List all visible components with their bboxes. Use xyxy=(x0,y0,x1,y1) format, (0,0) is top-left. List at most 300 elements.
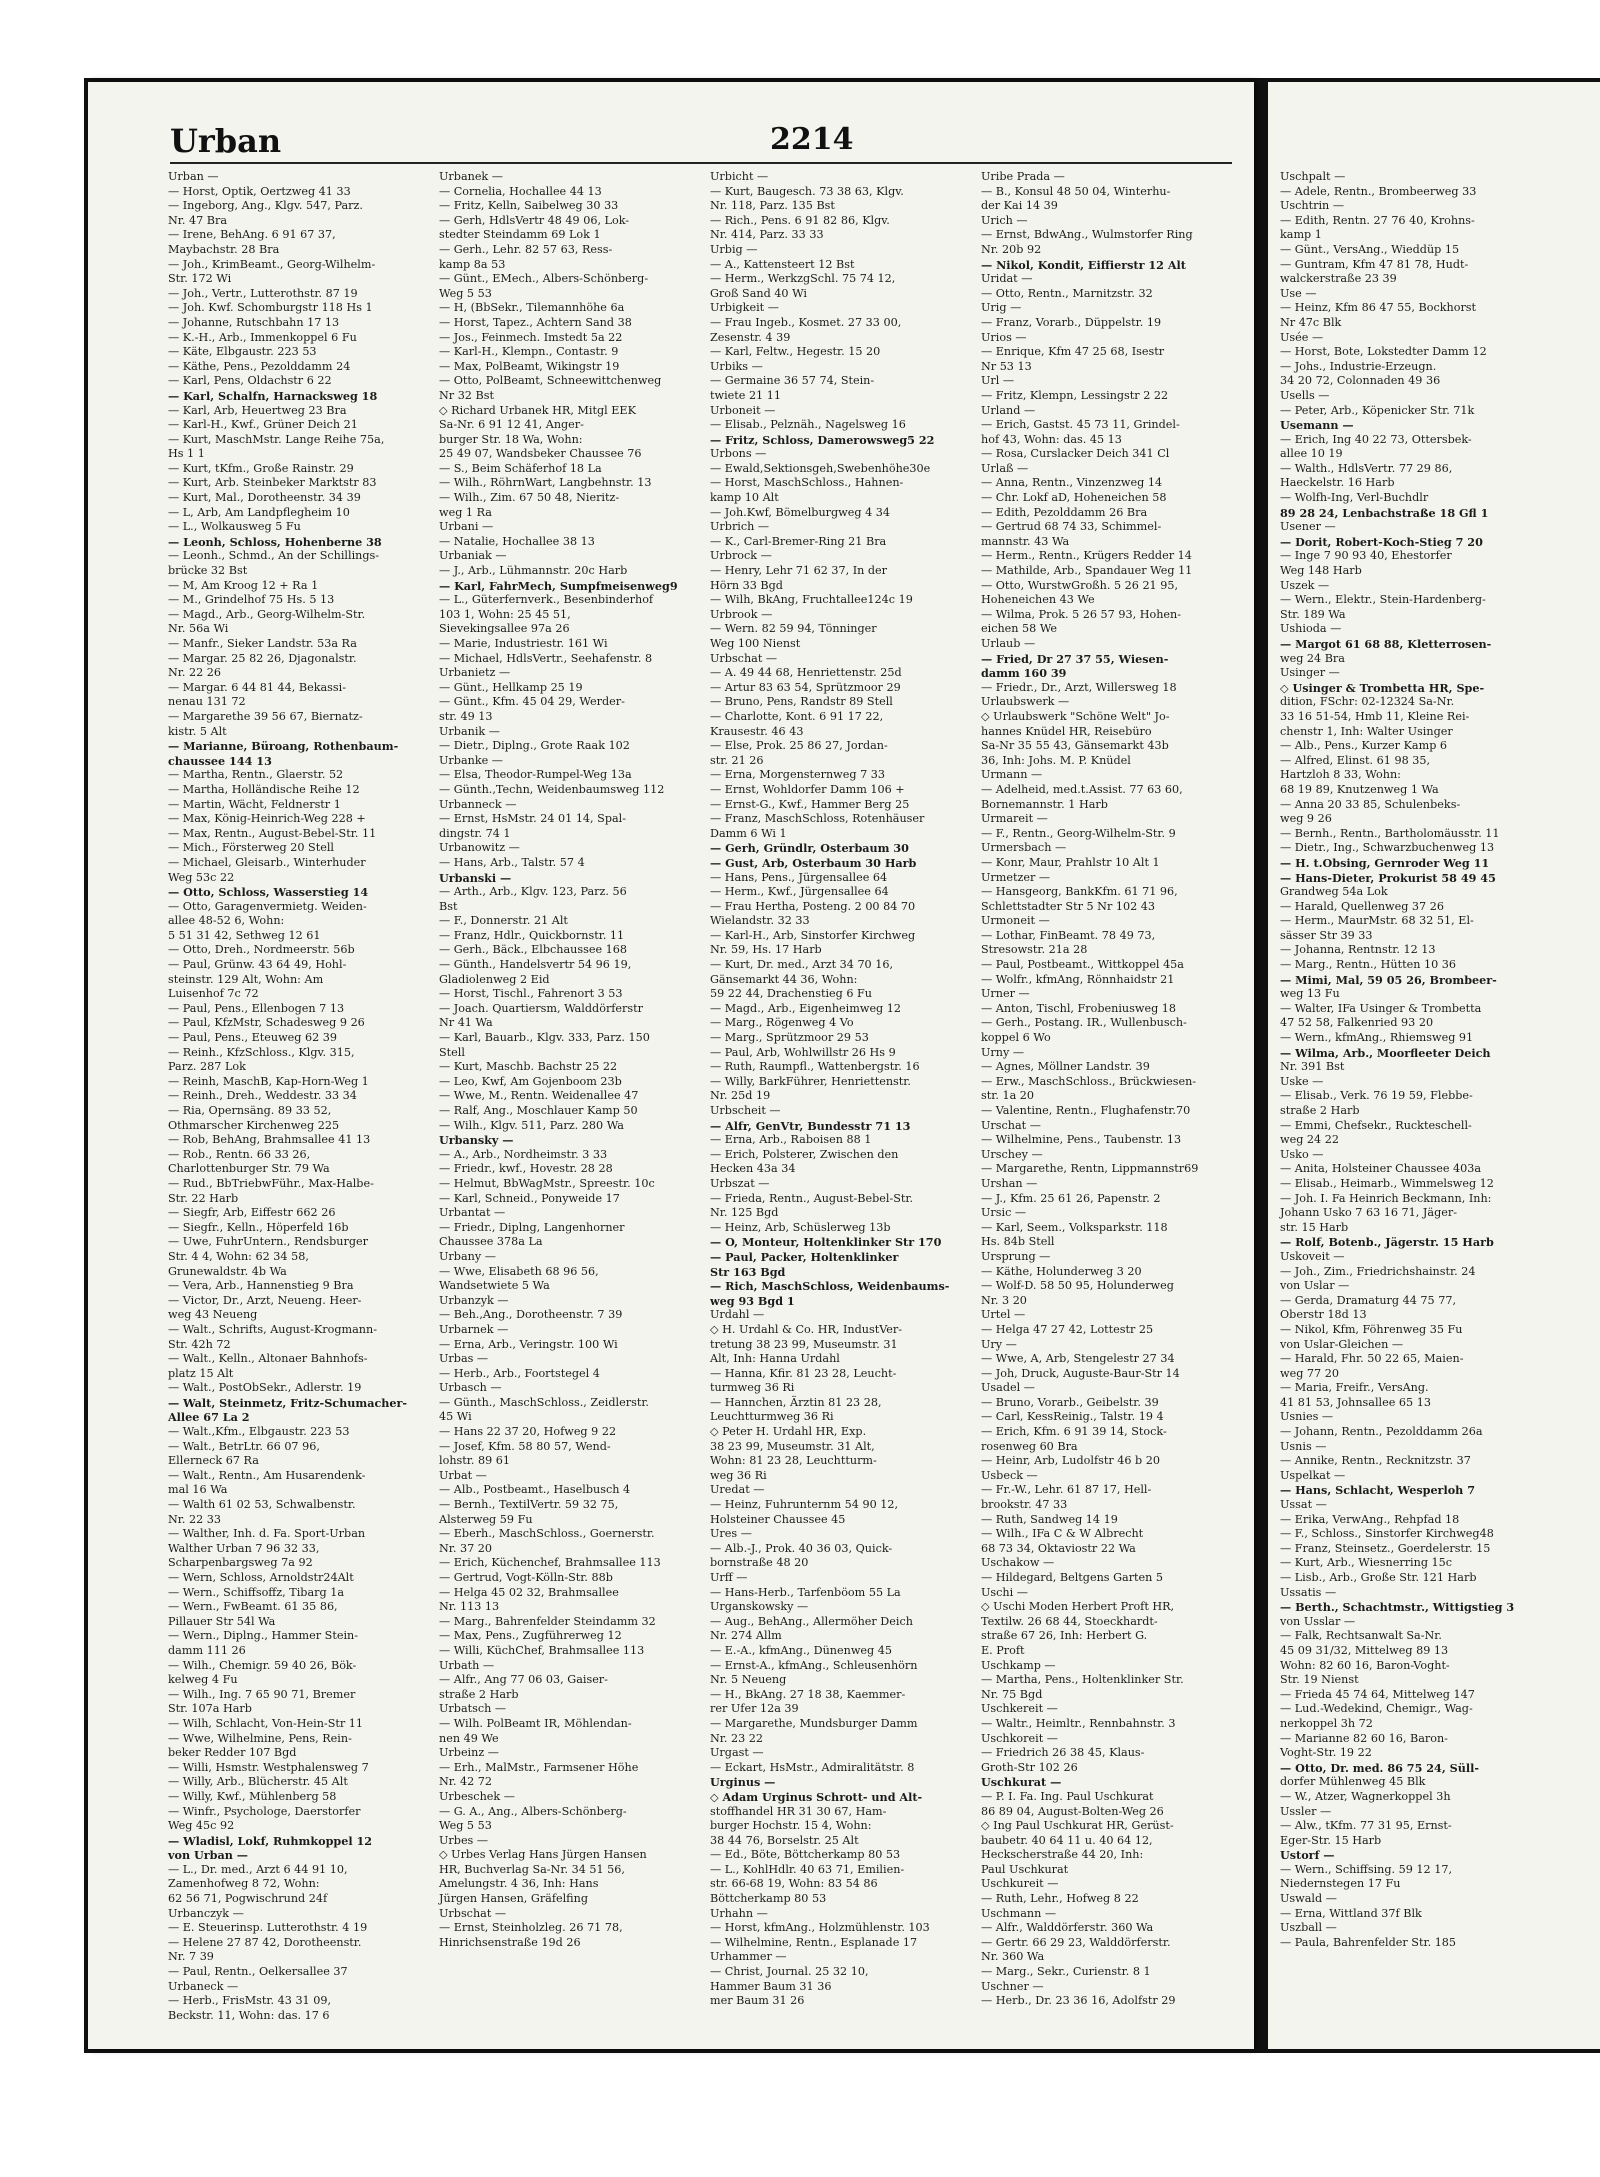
directory-entry: Uszek — xyxy=(1280,578,1330,592)
directory-entry: — Ernst-A., kfmAng., Schleusenhörn xyxy=(710,1658,918,1672)
directory-entry: — Ralf, Ang., Moschlauer Kamp 50 xyxy=(439,1104,638,1117)
directory-entry: 45 Wi xyxy=(439,1410,472,1424)
directory-entry: Weg 148 Harb xyxy=(1280,564,1362,578)
directory-entry: Urtel — xyxy=(981,1308,1026,1322)
directory-entry: Urbany — xyxy=(439,1249,496,1263)
directory-entry: Nr. 20b 92 xyxy=(981,242,1042,256)
directory-entry: kamp 8a 53 xyxy=(439,257,506,271)
directory-entry: Urbanek — xyxy=(439,170,503,183)
directory-entry: kistr. 5 Alt xyxy=(168,724,227,738)
directory-entry: 103 1, Wohn: 25 45 51, xyxy=(439,607,571,621)
directory-entry: — Fritz, Schloss, Damerowsweg5 22 xyxy=(710,432,935,447)
directory-entry: — Fried, Dr 27 37 55, Wiesen- xyxy=(981,651,1169,666)
directory-entry: — Willi, KüchChef, Brahmsallee 113 xyxy=(439,1643,645,1657)
directory-entry: — Rosa, Curslacker Deich 341 Cl xyxy=(981,447,1170,461)
directory-entry: lohstr. 89 61 xyxy=(439,1454,511,1468)
directory-entry: Ustorf — xyxy=(1280,1848,1335,1863)
directory-entry: — Alfr., Ang 77 06 03, Gaiser- xyxy=(439,1673,608,1687)
directory-entry: Urboneit — xyxy=(710,403,776,417)
directory-columns xyxy=(168,170,1246,2022)
directory-entry: — Horst, Tapez., Achtern Sand 38 xyxy=(439,315,632,329)
directory-entry: Weg 53c 22 xyxy=(168,870,235,884)
directory-entry: — Ewald,Sektionsgeh,Swebenhöhe30e xyxy=(710,461,931,475)
directory-entry: Ussatis — xyxy=(1280,1585,1337,1599)
directory-entry: — Max, Pens., Zugführerweg 12 xyxy=(439,1629,622,1643)
directory-entry: — Peter, Arb., Köpenicker Str. 71k xyxy=(1280,403,1475,417)
directory-entry: Textilw. 26 68 44, Stoeckhardt- xyxy=(981,1614,1158,1628)
directory-entry: — Herb., Dr. 23 36 16, Adolfstr 29 xyxy=(981,1994,1176,2008)
directory-entry: Eger-Str. 15 Harb xyxy=(1280,1833,1382,1847)
directory-entry: — Erich, Ing 40 22 73, Ottersbek- xyxy=(1280,432,1472,446)
directory-entry: Nr. 360 Wa xyxy=(981,1950,1045,1964)
directory-entry: — Paula, Bahrenfelder Str. 185 xyxy=(1280,1935,1457,1949)
directory-entry: Urbszat — xyxy=(710,1176,770,1190)
directory-entry: Hinrichsenstraße 19d 26 xyxy=(439,1935,581,1949)
directory-entry: — Käthe, Holunderweg 3 20 xyxy=(981,1264,1142,1278)
directory-entry: — Otto, Dreh., Nordmeerstr. 56b xyxy=(168,943,355,957)
directory-entry: — Alb., Postbeamt., Haselbusch 4 xyxy=(439,1483,631,1497)
directory-entry: Str. 22 Harb xyxy=(168,1191,239,1205)
directory-entry: Urbrich — xyxy=(710,520,770,534)
directory-entry: Nr. 274 Allm xyxy=(710,1629,782,1643)
directory-entry: — Margarethe 39 56 67, Biernatz- xyxy=(168,709,363,723)
directory-entry: Sa-Nr. 6 91 12 41, Anger- xyxy=(439,418,584,432)
directory-entry: — Erich, Küchenchef, Brahmsallee 113 xyxy=(439,1556,661,1570)
directory-entry: Str. 107a Harb xyxy=(168,1702,252,1716)
directory-entry: Schlettstadter Str 5 Nr 102 43 xyxy=(981,899,1155,913)
directory-entry: kamp 10 Alt xyxy=(710,491,779,505)
directory-entry: kamp 1 xyxy=(1280,228,1322,242)
directory-entry: — Willy, Arb., Blücherstr. 45 Alt xyxy=(168,1775,348,1789)
directory-entry: Walther Urban 7 96 32 33, xyxy=(168,1541,320,1555)
directory-entry: brookstr. 47 33 xyxy=(981,1498,1068,1512)
directory-entry: ◇ Urbes Verlag Hans Jürgen Hansen xyxy=(439,1848,647,1862)
directory-entry: Urhahn — xyxy=(710,1906,768,1920)
directory-entry: — Guntram, Kfm 47 81 78, Hudt- xyxy=(1280,257,1469,271)
directory-entry: — Jos., Feinmech. Imstedt 5a 22 xyxy=(439,330,623,344)
directory-entry: Usinger — xyxy=(1280,666,1340,680)
directory-entry: — Erich, Gastst. 45 73 11, Grindel- xyxy=(981,418,1180,432)
directory-entry: Luisenhof 7c 72 xyxy=(168,987,259,1001)
directory-entry: Urbani — xyxy=(439,520,494,534)
directory-entry: — Vera, Arb., Hannenstieg 9 Bra xyxy=(168,1279,354,1293)
directory-entry: weg 36 Ri xyxy=(710,1468,767,1482)
directory-entry: — Anita, Holsteiner Chaussee 403a xyxy=(1280,1162,1482,1176)
directory-entry: — Willi, Hsmstr. Westphalensweg 7 xyxy=(168,1760,369,1774)
directory-entry: — Bernh., TextilVertr. 59 32 75, xyxy=(439,1498,619,1512)
directory-entry: — Michael, HdlsVertr., Seehafenstr. 8 xyxy=(439,651,653,665)
directory-entry: 36, Inh: Johs. M. P. Knüdel xyxy=(981,753,1131,767)
directory-entry: — Joh., Zim., Friedrichshainstr. 24 xyxy=(1280,1264,1476,1278)
directory-entry: Uschner — xyxy=(981,1979,1044,1993)
directory-entry: — Lisb., Arb., Große Str. 121 Harb xyxy=(1280,1571,1477,1584)
directory-entry: — Reinh., KfzSchloss., Klgv. 315, xyxy=(168,1045,355,1059)
directory-entry: — Wilh., Klgv. 511, Parz. 280 Wa xyxy=(439,1118,624,1132)
directory-entry: — Ernst, Wohldorfer Damm 106 + xyxy=(710,782,905,796)
directory-entry: Urbschat — xyxy=(710,651,778,665)
directory-entry: — Erna, Wittland 37f Blk xyxy=(1280,1906,1422,1920)
directory-entry: koppel 6 Wo xyxy=(981,1031,1051,1045)
directory-entry: Use — xyxy=(1280,286,1317,300)
directory-entry: 68 73 34, Oktaviostr 22 Wa xyxy=(981,1541,1136,1555)
directory-entry: — Günt., VersAng., Wieddüp 15 xyxy=(1280,242,1460,256)
directory-entry: dition, FSchr: 02-12324 Sa-Nr. xyxy=(1280,695,1455,709)
directory-entry: — Horst, Tischl., Fahrenort 3 53 xyxy=(439,987,623,1001)
directory-entry: chaussee 144 13 xyxy=(168,753,272,768)
directory-entry: Scharpenbargsweg 7a 92 xyxy=(168,1556,313,1570)
directory-entry: — Karl, Feltw., Hegestr. 15 20 xyxy=(710,345,881,359)
directory-entry: — Hanna, Kfir. 81 23 28, Leucht- xyxy=(710,1366,897,1380)
directory-entry: — L., KohlHdlr. 40 63 71, Emilien- xyxy=(710,1862,905,1876)
directory-entry: Nr. 5 Neueng xyxy=(710,1673,787,1687)
directory-entry: — Wilhelmine, Pens., Taubenstr. 13 xyxy=(981,1133,1182,1147)
directory-entry: — Ed., Böte, Böttcherkamp 80 53 xyxy=(710,1848,901,1862)
directory-entry: Urbigkeit — xyxy=(710,301,779,315)
directory-entry: — Helene 27 87 42, Dorotheenstr. xyxy=(168,1935,362,1949)
directory-entry: — Wolfr., kfmAng, Rönnhaidstr 21 xyxy=(981,972,1175,986)
directory-entry: — A., Kattensteert 12 Bst xyxy=(710,257,855,271)
directory-entry: Haeckelstr. 16 Harb xyxy=(1280,476,1395,490)
directory-entry: — Hans-Dieter, Prokurist 58 49 45 xyxy=(1280,870,1496,885)
directory-entry: — Frieda, Rentn., August-Bebel-Str. xyxy=(710,1191,914,1205)
directory-entry: — Aug., BehAng., Allermöher Deich xyxy=(710,1614,913,1628)
directory-entry: — Edith, Pezolddamm 26 Bra xyxy=(981,505,1148,519)
directory-entry: Jürgen Hansen, Gräfelfing xyxy=(439,1892,589,1906)
directory-entry: — Wwe, M., Rentn. Weidenallee 47 xyxy=(439,1089,639,1103)
directory-entry: tretung 38 23 99, Museumstr. 31 xyxy=(710,1337,898,1351)
directory-entry: — Fritz, Kelln, Saibelweg 30 33 xyxy=(439,199,619,213)
directory-entry: mal 16 Wa xyxy=(168,1483,228,1497)
directory-entry: Nr. 118, Parz. 135 Bst xyxy=(710,199,835,213)
directory-entry: Hoheneichen 43 We xyxy=(981,593,1095,607)
directory-entry: — A. 49 44 68, Henriettenstr. 25d xyxy=(710,666,902,680)
directory-entry: — Winfr., Psychologe, Daerstorfer xyxy=(168,1804,361,1818)
directory-entry: Usener — xyxy=(1280,520,1336,534)
directory-entry: — Joh., Vertr., Lutterothstr. 87 19 xyxy=(168,286,358,300)
directory-entry: Urbes — xyxy=(439,1833,489,1847)
directory-entry: str. 49 13 xyxy=(439,709,493,723)
directory-entry: ◇ Urlaubswerk "Schöne Welt" Jo- xyxy=(981,709,1170,723)
directory-entry: weg 43 Neueng xyxy=(168,1308,258,1322)
directory-entry: — Horst, Bote, Lokstedter Damm 12 xyxy=(1280,345,1487,359)
directory-entry: dingstr. 74 1 xyxy=(439,826,511,840)
directory-entry: — E.-A., kfmAng., Dünenweg 45 xyxy=(710,1643,892,1657)
directory-entry: Str. 4 4, Wohn: 62 34 58, xyxy=(168,1249,309,1263)
directory-entry: — Erika, VerwAng., Rehpfad 18 xyxy=(1280,1512,1460,1526)
directory-entry: Gladiolenweg 2 Eid xyxy=(439,972,550,986)
directory-entry: — Reinh, MaschB, Kap-Horn-Weg 1 xyxy=(168,1074,369,1088)
directory-entry: Weg 100 Nienst xyxy=(710,637,801,650)
directory-entry: — Kurt, Arb. Steinbeker Marktstr 83 xyxy=(168,476,377,490)
directory-entry: — Margot 61 68 88, Kletterrosen- xyxy=(1280,637,1492,651)
directory-entry: — Fr.-W., Lehr. 61 87 17, Hell- xyxy=(981,1483,1152,1497)
directory-entry: Urbaneck — xyxy=(168,1979,239,1993)
directory-entry: Urbas — xyxy=(439,1352,489,1366)
directory-entry: — Johann, Rentn., Pezolddamm 26a xyxy=(1280,1425,1483,1439)
directory-entry: — F., Rentn., Georg-Wilhelm-Str. 9 xyxy=(981,826,1176,840)
directory-entry: Ures — xyxy=(710,1527,752,1541)
directory-entry: — Ernst-G., Kwf., Hammer Berg 25 xyxy=(710,797,910,811)
directory-entry: steinstr. 129 Alt, Wohn: Am xyxy=(168,972,324,986)
directory-entry: Stell xyxy=(439,1045,465,1059)
directory-entry: — Gertr. 66 29 23, Walddörferstr. xyxy=(981,1935,1171,1949)
directory-entry: — Karl, Arb, Heuertweg 23 Bra xyxy=(168,403,347,417)
directory-entry: Urmoneit — xyxy=(981,914,1050,928)
directory-entry: — Karl, Schneid., Ponyweide 17 xyxy=(439,1191,620,1205)
directory-entry: damm 111 26 xyxy=(168,1643,246,1657)
directory-entry: — Hans-Herb., Tarfenböom 55 La xyxy=(710,1585,901,1599)
directory-entry: Urgast — xyxy=(710,1746,764,1760)
directory-entry: Urbschat — xyxy=(439,1906,507,1920)
directory-entry: — Waltr., Heimltr., Rennbahnstr. 3 xyxy=(981,1716,1176,1730)
directory-entry: — Heinz, Fuhrunternm 54 90 12, xyxy=(710,1498,899,1512)
directory-entry: — Walter, IFa Usinger & Trombetta xyxy=(1280,1001,1482,1015)
directory-entry: Niedernstegen 17 Fu xyxy=(1280,1877,1401,1891)
directory-entry: — Günth.,Techn, Weidenbaumsweg 112 xyxy=(439,782,665,796)
directory-entry: E. Proft xyxy=(981,1643,1025,1657)
directory-entry: Uspelkat — xyxy=(1280,1468,1346,1482)
directory-entry: Url — xyxy=(981,374,1015,388)
directory-entry: ◇ Peter H. Urdahl HR, Exp. xyxy=(710,1425,867,1439)
directory-entry: 68 19 89, Knutzenweg 1 Wa xyxy=(1280,782,1439,796)
directory-entry: — Marg., Sekr., Curienstr. 8 1 xyxy=(981,1965,1151,1979)
directory-entry: Usée — xyxy=(1280,330,1324,344)
directory-entry: Str 163 Bgd xyxy=(710,1264,786,1279)
directory-entry: Urbasch — xyxy=(439,1381,502,1395)
directory-entry: Urbicht — xyxy=(710,170,769,183)
directory-entry: — Heinz, Kfm 86 47 55, Bockhorst xyxy=(1280,301,1477,315)
directory-entry: Zamenhofweg 8 72, Wohn: xyxy=(168,1877,320,1891)
directory-entry: — Frieda 45 74 64, Mittelweg 147 xyxy=(1280,1687,1475,1701)
directory-entry: Bornemannstr. 1 Harb xyxy=(981,797,1108,811)
directory-column-2 xyxy=(439,170,704,2009)
directory-entry: — Johanne, Rutschbahn 17 13 xyxy=(168,315,340,329)
directory-entry: Urner — xyxy=(981,987,1030,1001)
directory-entry: — Gust, Arb, Osterbaum 30 Harb xyxy=(710,855,917,870)
directory-entry: — Günt., EMech., Albers-Schönberg- xyxy=(439,272,649,286)
directory-entry: Urbrook — xyxy=(710,607,773,621)
directory-entry: — Siegfr, Arb, Eiffestr 662 26 xyxy=(168,1206,336,1220)
directory-entry: — Karl, Schalfn, Harnacksweg 18 xyxy=(168,388,378,403)
directory-entry: — Harald, Quellenweg 37 26 xyxy=(1280,899,1444,913)
directory-entry: — Kurt, Maschb. Bachstr 25 22 xyxy=(439,1060,618,1074)
directory-entry: platz 15 Alt xyxy=(168,1366,234,1380)
directory-entry: Urbanzyk — xyxy=(439,1293,509,1307)
directory-entry: — Helga 45 02 32, Brahmsallee xyxy=(439,1585,619,1599)
directory-entry: Nr. 23 22 xyxy=(710,1731,764,1745)
directory-entry: — Dorit, Robert-Koch-Stieg 7 20 xyxy=(1280,534,1483,549)
directory-entry: — Wolf-D. 58 50 95, Holunderweg xyxy=(981,1279,1174,1293)
directory-entry: Uridat — xyxy=(981,272,1033,286)
directory-entry: — Carl, KessReinig., Talstr. 19 4 xyxy=(981,1410,1164,1424)
directory-entry: — Margar. 6 44 81 44, Bekassi- xyxy=(168,680,347,694)
directory-entry: — Frau Ingeb., Kosmet. 27 33 00, xyxy=(710,315,902,329)
directory-entry: — Beh.,Ang., Dorotheenstr. 7 39 xyxy=(439,1308,623,1322)
directory-entry: — Hansgeorg, BankKfm. 61 71 96, xyxy=(981,885,1178,899)
directory-entry: — Karl-H., Arb, Sinstorfer Kirchweg xyxy=(710,928,916,942)
directory-entry: Nr 53 13 xyxy=(981,359,1032,373)
directory-entry: Chaussee 378a La xyxy=(439,1235,543,1249)
directory-entry: — Rich, MaschSchloss, Weidenbaums- xyxy=(710,1279,950,1294)
directory-entry: str. 21 26 xyxy=(710,753,764,767)
directory-entry: Urginus — xyxy=(710,1775,776,1790)
directory-entry: — Franz, Vorarb., Düppelstr. 19 xyxy=(981,315,1162,329)
directory-entry: — L., Wolkausweg 5 Fu xyxy=(168,520,301,534)
directory-entry: — Martha, Holländische Reihe 12 xyxy=(168,782,360,796)
directory-entry: Nr. 56a Wi xyxy=(168,622,229,636)
directory-entry: Urios — xyxy=(981,330,1027,344)
directory-entry: — Johs., Industrie-Erzeugn. xyxy=(1280,359,1437,373)
directory-entry: — Herm., Kwf., Jürgensallee 64 xyxy=(710,885,889,899)
directory-entry: — Friedr., kwf., Hovestr. 28 28 xyxy=(439,1162,613,1176)
directory-entry: Uschkoreit — xyxy=(981,1731,1058,1745)
directory-entry: — H, (BbSekr., Tilemannhöhe 6a xyxy=(439,301,625,315)
directory-entry: Uschmann — xyxy=(981,1906,1057,1920)
directory-entry: — Paul, Pens., Ellenbogen 7 13 xyxy=(168,1001,345,1015)
directory-entry: — Wilh, BkAng, Fruchtallee124c 19 xyxy=(710,593,913,607)
directory-entry: — Alfred, Elinst. 61 98 35, xyxy=(1280,753,1431,767)
directory-entry: Urlaubswerk — xyxy=(981,695,1070,709)
directory-entry: Urbanneck — xyxy=(439,797,517,811)
directory-column-4 xyxy=(981,170,1246,2009)
directory-entry: Uschtrin — xyxy=(1280,199,1345,213)
directory-entry: Leuchtturmweg 36 Ri xyxy=(710,1410,834,1424)
directory-entry: — Eckart, HsMstr., Admiralitätstr. 8 xyxy=(710,1760,915,1774)
directory-entry: Usemann — xyxy=(1280,418,1354,433)
directory-entry: stoffhandel HR 31 30 67, Ham- xyxy=(710,1804,887,1818)
directory-entry: — Marg., Rentn., Hütten 10 36 xyxy=(1280,958,1457,972)
directory-entry: Holsteiner Chaussee 45 xyxy=(710,1512,846,1526)
directory-entry: str. 66-68 19, Wohn: 83 54 86 xyxy=(710,1877,878,1891)
directory-entry: dorfer Mühlenweg 45 Blk xyxy=(1280,1775,1426,1789)
directory-entry: weg 24 22 xyxy=(1280,1133,1339,1147)
directory-entry: Nr 32 Bst xyxy=(439,388,494,402)
directory-entry: Nr. 7 39 xyxy=(168,1950,214,1964)
directory-entry: — Otto, Dr. med. 86 75 24, Süll- xyxy=(1280,1760,1479,1775)
directory-entry: — Margar. 25 82 26, Djagonalstr. xyxy=(168,651,357,665)
directory-entry: — Walt., Kelln., Altonaer Bahnhofs- xyxy=(168,1352,368,1366)
directory-entry: — Marianne, Büroang, Rothenbaum- xyxy=(168,739,399,754)
directory-entry: — Marg., Rögenweg 4 Vo xyxy=(710,1016,854,1030)
directory-entry: — Wolfh-Ing, Verl-Buchdlr xyxy=(1280,491,1429,505)
directory-entry: — Charlotte, Kont. 6 91 17 22, xyxy=(710,709,884,723)
directory-entry: — H. t.Obsing, Gernroder Weg 11 xyxy=(1280,855,1490,870)
directory-entry: Paul Uschkurat xyxy=(981,1862,1069,1876)
directory-entry: weg 93 Bgd 1 xyxy=(710,1293,795,1308)
directory-entry: — J., Kfm. 25 61 26, Papenstr. 2 xyxy=(981,1191,1161,1205)
directory-entry: — W., Atzer, Wagnerkoppel 3h xyxy=(1280,1789,1451,1803)
directory-entry: nen 49 We xyxy=(439,1731,499,1745)
directory-entry: 45 09 31/32, Mittelweg 89 13 xyxy=(1280,1643,1449,1657)
directory-entry: — Wwe, Wilhelmine, Pens, Rein- xyxy=(168,1731,352,1745)
directory-entry: — Wern., Schiffsoffz, Tibarg 1a xyxy=(168,1585,344,1599)
directory-entry: — Joach. Quartiersm, Walddörferstr xyxy=(439,1001,643,1015)
directory-entry: — Walt., Rentn., Am Husarendenk- xyxy=(168,1468,366,1482)
directory-entry: — Edith, Rentn. 27 76 40, Krohns- xyxy=(1280,213,1475,227)
directory-entry: ◇ Usinger & Trombetta HR, Spe- xyxy=(1280,680,1485,695)
directory-entry: straße 2 Harb xyxy=(439,1687,519,1701)
directory-entry: — Heinr, Arb, Ludolfstr 46 b 20 xyxy=(981,1454,1160,1468)
directory-entry: — Friedr., Diplng, Langenhorner xyxy=(439,1220,625,1234)
directory-entry: allee 48-52 6, Wohn: xyxy=(168,914,285,928)
directory-entry: — Reinh., Dreh., Weddestr. 33 34 xyxy=(168,1089,357,1103)
directory-entry: Uswald — xyxy=(1280,1892,1337,1906)
directory-entry: Nr 47c Blk xyxy=(1280,315,1342,329)
directory-entry: — Ingeborg, Ang., Klgv. 547, Parz. xyxy=(168,199,363,213)
directory-entry: Urbeschek — xyxy=(439,1789,515,1803)
directory-entry: — Herm., WerkzgSchl. 75 74 12, xyxy=(710,272,896,286)
directory-entry: — Otto, PolBeamt, Schneewittchenweg xyxy=(439,374,662,388)
directory-entry: Ushioda — xyxy=(1280,622,1342,636)
directory-entry: Nr. 113 13 xyxy=(439,1600,500,1614)
directory-entry: hof 43, Wohn: das. 45 13 xyxy=(981,432,1122,446)
directory-entry: Urbanowitz — xyxy=(439,841,520,855)
directory-entry: Urschat — xyxy=(981,1118,1041,1132)
directory-entry: — Dietr., Diplng., Grote Raak 102 xyxy=(439,739,630,753)
directory-entry: — Joh., KrimBeamt., Georg-Wilhelm- xyxy=(168,257,376,271)
directory-entry: — Walth., HdlsVertr. 77 29 86, xyxy=(1280,461,1453,475)
directory-entry: — Gerda, Dramaturg 44 75 77, xyxy=(1280,1293,1457,1307)
directory-entry: — Walt., Schrifts, August-Krogmann- xyxy=(168,1322,377,1336)
directory-entry: Hecken 43a 34 xyxy=(710,1162,796,1176)
directory-entry: 89 28 24, Lenbachstraße 18 Gfl 1 xyxy=(1280,505,1489,520)
directory-entry: — Leonh, Schloss, Hohenberne 38 xyxy=(168,534,382,549)
directory-entry: Urganskowsky — xyxy=(710,1600,809,1614)
directory-entry: — Günt., Kfm. 45 04 29, Werder- xyxy=(439,695,625,709)
directory-entry: straße 2 Harb xyxy=(1280,1104,1360,1117)
directory-entry: — Ruth, Sandweg 14 19 xyxy=(981,1512,1118,1526)
directory-entry: Uschakow — xyxy=(981,1556,1055,1570)
directory-entry: Ussat — xyxy=(1280,1498,1327,1512)
directory-entry: — L, Arb, Am Landpflegheim 10 xyxy=(168,505,350,519)
directory-entry: — Mathilde, Arb., Spandauer Weg 11 xyxy=(981,564,1193,578)
directory-entry: — Leo, Kwf, Am Gojenboom 23b xyxy=(439,1074,622,1088)
directory-entry: — Alfr, GenVtr, Bundesstr 71 13 xyxy=(710,1118,911,1133)
directory-entry: — L., Dr. med., Arzt 6 44 91 10, xyxy=(168,1862,348,1876)
directory-entry: weg 9 26 xyxy=(1280,812,1332,826)
directory-entry: ◇ Adam Urginus Schrott- und Alt- xyxy=(710,1789,923,1804)
directory-entry: Weg 5 53 xyxy=(439,1819,492,1833)
directory-entry: Urbatsch — xyxy=(439,1702,507,1716)
directory-entry: — Elsa, Theodor-Rumpel-Weg 13a xyxy=(439,768,632,782)
directory-entry: — F., Donnerstr. 21 Alt xyxy=(439,914,568,928)
directory-entry: Usells — xyxy=(1280,388,1330,402)
directory-entry: — Horst, MaschSchloss., Hahnen- xyxy=(710,476,904,490)
directory-entry: — Rob., Rentn. 66 33 26, xyxy=(168,1147,311,1161)
directory-entry: — Franz, MaschSchloss, Rotenhäuser xyxy=(710,812,925,826)
directory-entry: — Wilma, Arb., Moorfleeter Deich xyxy=(1280,1045,1491,1060)
directory-entry: Ursprung — xyxy=(981,1249,1051,1263)
directory-entry: Grunewaldstr. 4b Wa xyxy=(168,1264,287,1278)
directory-entry: — Paul, Packer, Holtenklinker xyxy=(710,1249,899,1264)
directory-entry: — Michael, Gleisarb., Winterhuder xyxy=(168,855,366,869)
directory-entry: Urlaß — xyxy=(981,461,1029,475)
directory-entry: — Walth 61 02 53, Schwalbenstr. xyxy=(168,1498,356,1512)
directory-entry: 5 51 31 42, Sethweg 12 61 xyxy=(168,928,321,942)
directory-entry: — Christ, Journal. 25 32 10, xyxy=(710,1965,869,1979)
directory-entry: Uszball — xyxy=(1280,1921,1337,1935)
page-title: Urban xyxy=(170,122,282,160)
directory-entry: Urlaub — xyxy=(981,637,1036,650)
directory-entry: — Dietr., Ing., Schwarzbuchenweg 13 xyxy=(1280,841,1495,855)
directory-entry: — Marianne 82 60 16, Baron- xyxy=(1280,1731,1448,1745)
directory-entry: — Walt.,Kfm., Elbgaustr. 223 53 xyxy=(168,1425,350,1439)
directory-entry: sässer Str 39 33 xyxy=(1280,928,1373,942)
directory-entry: — Kurt, Baugesch. 73 38 63, Klgv. xyxy=(710,184,904,198)
directory-entry: — Falk, Rechtsanwalt Sa-Nr. xyxy=(1280,1629,1442,1643)
directory-entry: Nr. 25d 19 xyxy=(710,1089,771,1103)
directory-entry: — Hannchen, Ärztin 81 23 28, xyxy=(710,1395,882,1409)
